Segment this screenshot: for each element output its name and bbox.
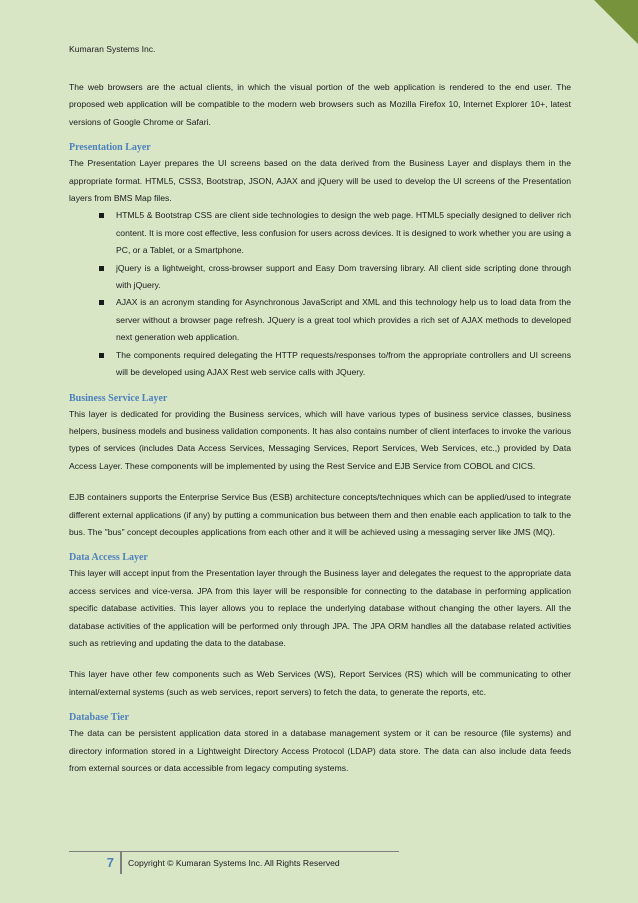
presentation-layer-heading: Presentation Layer — [69, 142, 151, 154]
business-service-text-2: EJB containers supports the Enterprise Service Bus (ESB) architecture concepts/techniques which can be applied/used to integrate different external applications (if any) by putting a communication bus between them and then enable each application to talk to the bus. The "bus" concept decouples applications from each other and it will be achieved using a messaging server like JMS (MQ). — [69, 492, 571, 537]
list-item: The components required delegating the HTTP requests/responses to/from the appropriate controllers and UI screens will be developed using AJAX Rest web service calls with JQuery. — [99, 347, 571, 382]
page-footer — [69, 851, 399, 874]
section-database-tier — [69, 711, 571, 777]
section-data-access-layer — [69, 551, 571, 701]
square-bullet-icon — [99, 300, 104, 305]
list-item: HTML5 & Bootstrap CSS are client side technologies to design the web page. HTML5 specially designed to deliver rich content. It is more cost effective, less confusion for users across devices. It is designed to work whether you are using a PC, or a Tablet, or a Smartphone. — [99, 207, 571, 259]
data-access-text-1: This layer will accept input from the Presentation layer through the Business layer and delegates the request to the appropriate data access services and vice-versa. JPA from this layer will be responsible for connecting to the database in performing application specific database activities. This layer allows you to replace the underlying database without changing the other layers. All the database activities of the application will be performed only through JPA. The JPA ORM handles all the database related activities such as retrieving and updating the data to the database. — [69, 568, 571, 648]
business-service-layer-heading: Business Service Layer — [69, 392, 168, 404]
database-tier-heading: Database Tier — [69, 712, 129, 724]
intro-paragraph: The web browsers are the actual clients, in which the visual portion of the web application is rendered to the end user. The proposed web application will be compatible to the modern web browsers such as Mozilla Firefox 10, Internet Explorer 10+, latest versions of Google Chrome or Safari. — [69, 82, 571, 127]
database-tier-text: The data can be persistent application data stored in a database management system or it can be resource (file systems) and directory information stored in a Lightweight Directory Access Protocol (LDAP) data store. The data can also include data feeds from external sources or data accessible from legacy computing systems. — [69, 728, 571, 773]
page-header: Kumaran Systems Inc. — [69, 44, 156, 54]
section-presentation-layer — [69, 141, 571, 381]
document-page — [69, 42, 571, 777]
square-bullet-icon — [99, 213, 104, 218]
page-number: 7 — [69, 852, 122, 874]
section-business-service-layer — [69, 392, 571, 542]
corner-accent — [594, 0, 638, 44]
list-item: AJAX is an acronym standing for Asynchronous JavaScript and XML and this technology help us to load data from the server without a browser page refresh. JQuery is a great tool which provides a rich set of AJAX methods to developed next generation web application. — [99, 294, 571, 346]
business-service-text-1: This layer is dedicated for providing the Business services, which will have various types of business service classes, business helpers, business models and business validation components. It has also contains number of client interfaces to invoke the various types of services (includes Data Access Services, Messaging Services, Report Services, Web Services, etc.,) provided by Data Access Layer. These components will be implemented by using the Rest Service and EJB Service from COBOL and CICS. — [69, 408, 571, 471]
copyright-text: Copyright © Kumaran Systems Inc. All Rights Reserved — [128, 858, 340, 868]
presentation-bullet-list — [69, 207, 571, 381]
data-access-text-2: This layer have other few components such as Web Services (WS), Report Services (RS) which will be communicating to other internal/external systems (such as web services, report servers) to fetch the data, to generate the reports, etc. — [69, 669, 571, 697]
data-access-layer-heading: Data Access Layer — [69, 552, 148, 564]
square-bullet-icon — [99, 266, 104, 271]
presentation-layer-text: The Presentation Layer prepares the UI screens based on the data derived from the Business Layer and displays them in the appropriate format. HTML5, CSS3, Bootstrap, JSON, AJAX and jQuery will be used to develop the UI screens of the Presentation layers from BMS Map files. — [69, 158, 571, 204]
square-bullet-icon — [99, 353, 104, 358]
list-item: jQuery is a lightweight, cross-browser support and Easy Dom traversing library. All client side scripting done through with jQuery. — [99, 260, 571, 295]
